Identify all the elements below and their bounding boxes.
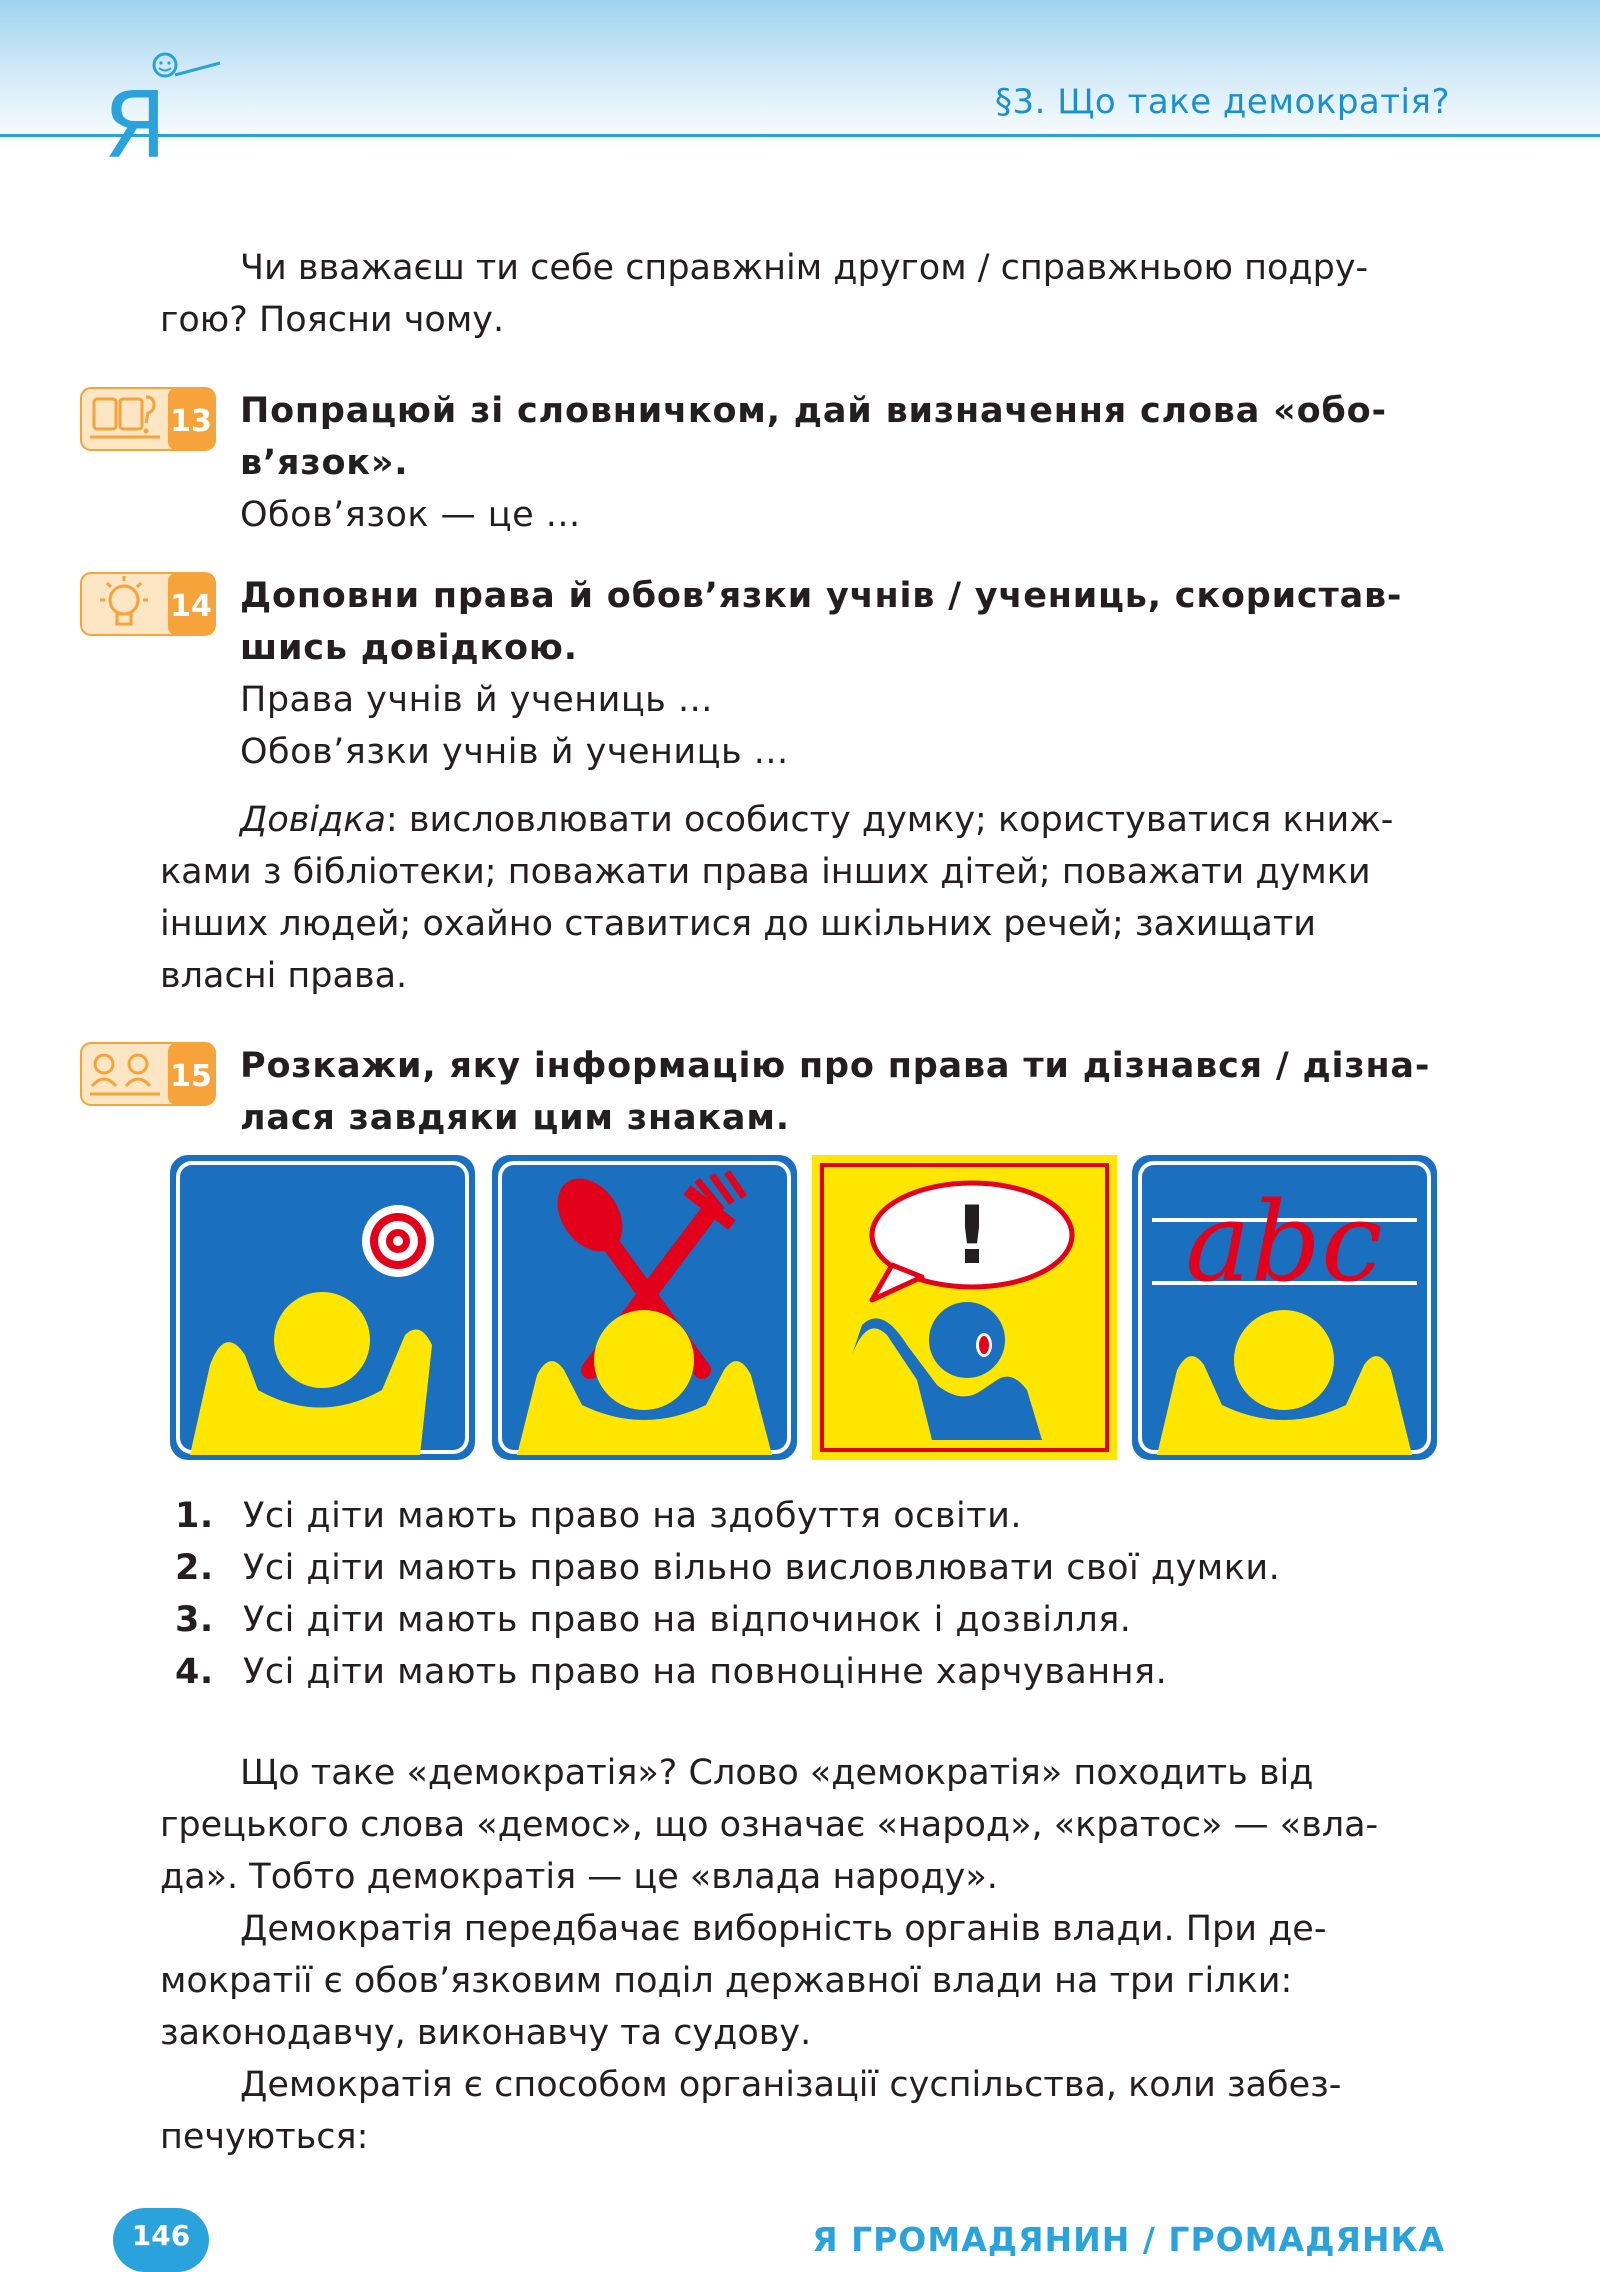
task-13-title [240, 385, 1445, 489]
header-band [0, 0, 1600, 150]
rights-list [175, 1490, 1375, 1698]
p3-line-1: Демократія є способом організації суспільства, коли забез- [240, 2065, 1342, 2105]
section-title: §3. Що таке демократія? [994, 82, 1450, 122]
task-14-title-line-1: Доповни права й обов’язки учнів / учениць, скористав- [240, 576, 1403, 616]
list-item [175, 1542, 1375, 1594]
list-item-text: Усі діти мають право на повноцінне харчування. [243, 1652, 1168, 1692]
list-item [175, 1490, 1375, 1542]
list-item-number: 1. [175, 1496, 214, 1536]
task-13-line: Обов’язок — це ... [240, 495, 581, 535]
intro-line-2: гою? Поясни чому. [160, 300, 505, 340]
task-14-title-line-2: шись довідкою. [240, 628, 578, 668]
list-item-number: 4. [175, 1652, 214, 1692]
list-item-text: Усі діти мають право вільно висловлювати свої думки. [243, 1548, 1281, 1588]
list-item-text: Усі діти мають право на здобуття освіти. [243, 1496, 1022, 1536]
list-item-number: 2. [175, 1548, 214, 1588]
task-15-title-line-2: лася завдяки цим знакам. [240, 1098, 790, 1138]
reference-label: Довідка [240, 800, 386, 840]
p1-line-1: Що таке «демократія»? Слово «демократія» походить від [240, 1753, 1314, 1793]
task-15-number: 15 [170, 1059, 212, 1094]
rights-signs [170, 1155, 1445, 1465]
abc-text: abc [1185, 1178, 1383, 1306]
intro-paragraph [160, 242, 1445, 346]
dictionary-task-icon [80, 387, 216, 451]
task-14-number: 14 [170, 589, 212, 624]
intro-line-1: Чи вважаєш ти себе справжнім другом / справжньою подру- [240, 248, 1369, 288]
list-item [175, 1646, 1375, 1698]
p2-line-3: законодавчу, виконавчу та судову. [160, 2013, 812, 2053]
list-item [175, 1594, 1375, 1646]
reference-line-4: власні права. [160, 956, 408, 996]
task-14-line-1: Права учнів й учениць ... [240, 680, 713, 720]
logo-icon [95, 45, 225, 165]
reference-paragraph [160, 794, 1445, 1002]
discussion-task-icon [80, 1042, 216, 1106]
p2-line-1: Демократія передбачає виборність органів влади. При де- [240, 1909, 1327, 1949]
reference-line-1: : висловлювати особисту думку; користуватися книж- [385, 800, 1394, 840]
p1-line-2: грецького слова «демос», що означає «народ», «кратос» — «вла- [160, 1805, 1379, 1845]
task-13-title-line-2: в’язок». [240, 443, 409, 483]
leisure-sign-icon [170, 1155, 475, 1460]
list-item-number: 3. [175, 1600, 214, 1640]
task-13-number: 13 [170, 404, 212, 439]
lightbulb-task-icon [80, 572, 216, 636]
education-sign-icon [1132, 1155, 1437, 1460]
task-14 [80, 570, 1445, 778]
list-item-text: Усі діти мають право на відпочинок і дозвілля. [243, 1600, 1132, 1640]
book-title: Я ГРОМАДЯНИН / ГРОМАДЯНКА [812, 2220, 1445, 2259]
expression-sign-icon [812, 1155, 1117, 1460]
task-15 [80, 1040, 1445, 1144]
page-number: 146 [113, 2208, 209, 2272]
nutrition-sign-icon [492, 1155, 797, 1460]
task-15-title [240, 1040, 1445, 1144]
p3-line-2: печуються: [160, 2117, 369, 2157]
task-13 [80, 385, 1445, 541]
democracy-paragraphs [160, 1747, 1445, 2163]
task-13-title-line-1: Попрацюй зі словничком, дай визначення слова «обо- [240, 391, 1387, 431]
task-14-title [240, 570, 1445, 674]
p2-line-2: мократії є обов’язковим поділ державної влади на три гілки: [160, 1961, 1293, 2001]
task-14-line-2: Обов’язки учнів й учениць ... [240, 732, 789, 772]
reference-line-2: ками з бібліотеки; поважати права інших дітей; поважати думки [160, 852, 1371, 892]
exclamation-mark: ! [953, 1189, 991, 1282]
reference-line-3: інших людей; охайно ставитися до шкільних речей; захищати [160, 904, 1316, 944]
task-15-title-line-1: Розкажи, яку інформацію про права ти дізнався / дізна- [240, 1046, 1431, 1086]
header-line [0, 134, 1600, 137]
logo-letter: Я [103, 72, 167, 165]
p1-line-3: да». Тобто демократія — це «влада народу». [160, 1857, 998, 1897]
